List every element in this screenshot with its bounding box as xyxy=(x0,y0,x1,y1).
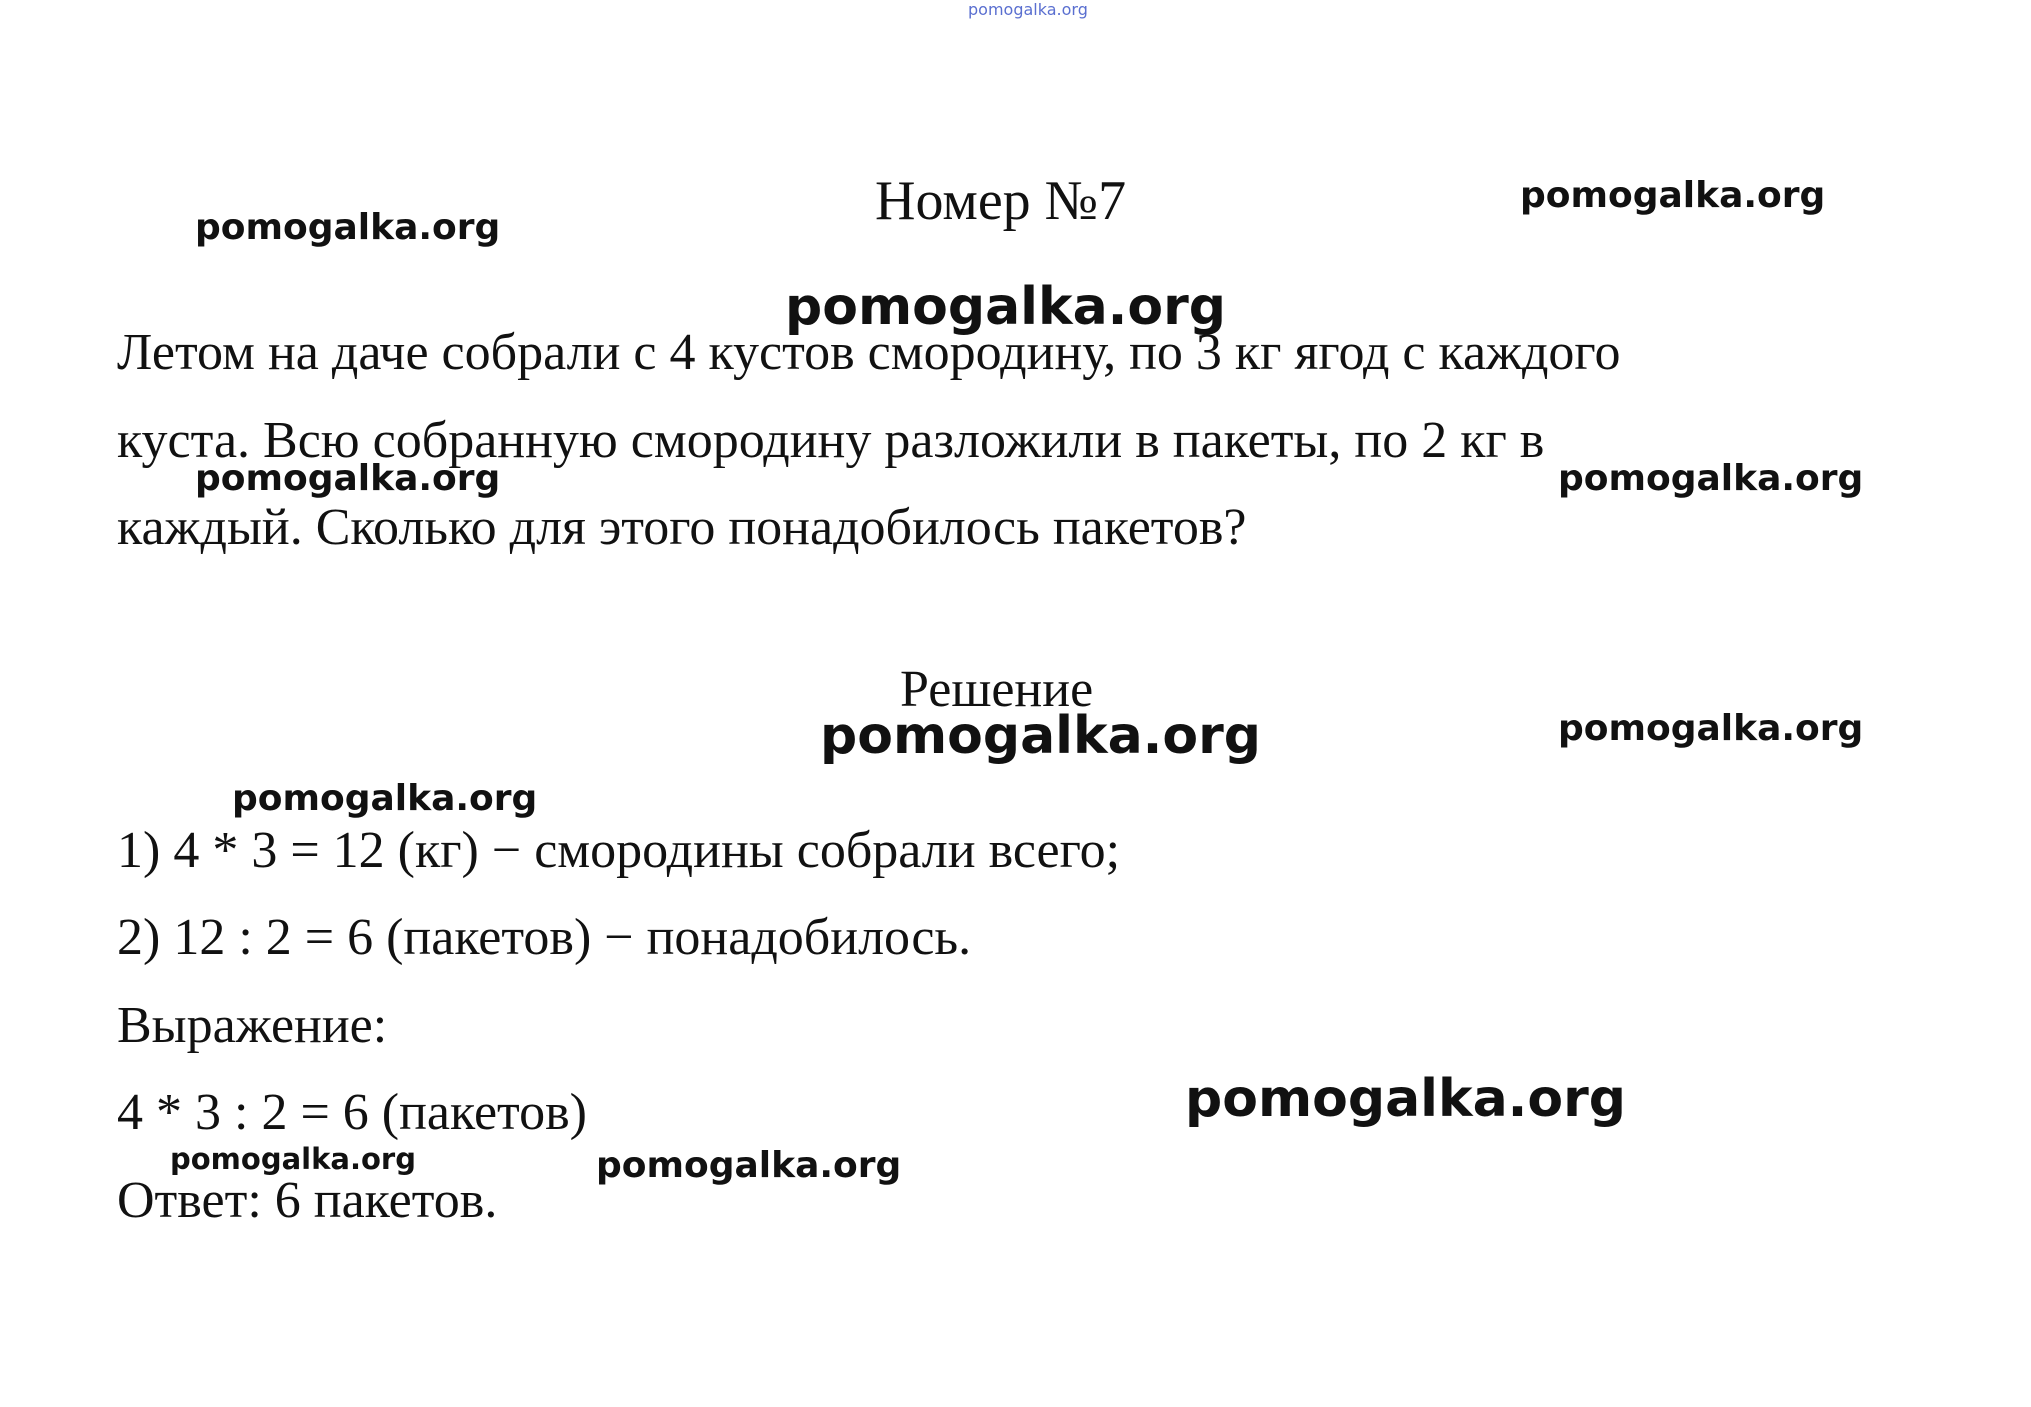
watermark: pomogalka.org xyxy=(1185,1069,1627,1129)
watermark: pomogalka.org xyxy=(596,1145,902,1186)
problem-line-2: куста. Всю собранную смородину разложили в пакеты, по 2 кг в xyxy=(117,412,1545,469)
watermark: pomogalka.org xyxy=(820,706,1262,766)
page-title: Номер №7 xyxy=(875,170,1127,232)
watermark: pomogalka.org xyxy=(1558,708,1864,749)
watermark: pomogalka.org xyxy=(195,458,501,499)
watermark: pomogalka.org xyxy=(195,207,501,248)
solution-heading: Решение xyxy=(900,661,1094,718)
watermark-top: pomogalka.org xyxy=(968,0,1088,19)
watermark: pomogalka.org xyxy=(1558,458,1864,499)
watermark: pomogalka.org xyxy=(785,277,1227,337)
expression: 4 * 3 : 2 = 6 (пакетов) xyxy=(117,1084,587,1141)
watermark: pomogalka.org xyxy=(1520,175,1826,216)
problem-line-1: Летом на даче собрали с 4 кустов смородину, по 3 кг ягод с каждого xyxy=(117,324,1621,381)
solution-step-1: 1) 4 * 3 = 12 (кг) − смородины собрали всего; xyxy=(117,822,1121,879)
problem-line-3: каждый. Сколько для этого понадобилось пакетов? xyxy=(117,499,1247,556)
answer: Ответ: 6 пакетов. xyxy=(117,1172,498,1229)
solution-step-2: 2) 12 : 2 = 6 (пакетов) − понадобилось. xyxy=(117,909,972,966)
expression-label: Выражение: xyxy=(117,997,388,1054)
watermark: pomogalka.org xyxy=(170,1142,416,1176)
watermark: pomogalka.org xyxy=(232,778,538,819)
